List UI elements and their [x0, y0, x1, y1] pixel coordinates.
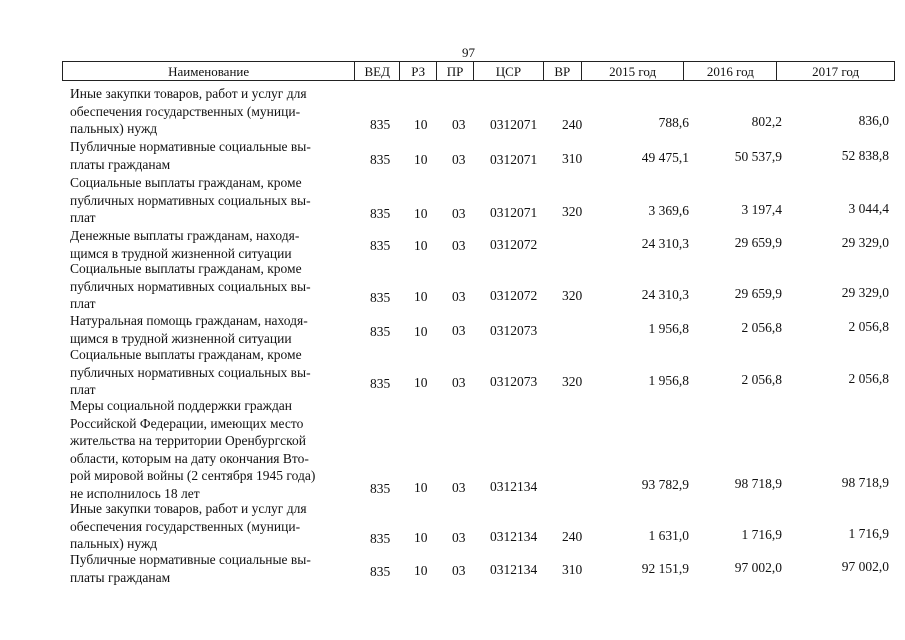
cell-csr: 0312134	[490, 562, 538, 577]
cell-csr: 0312071	[490, 205, 538, 220]
cell-pr: 03	[452, 117, 466, 132]
cell-ved: 835	[370, 238, 391, 253]
row-name-line: платы гражданам	[70, 156, 171, 172]
cell-csr: 0312071	[490, 152, 538, 167]
row-name-line: плат	[70, 210, 96, 226]
cell-ved: 835	[370, 117, 391, 132]
cell-2017: 3 044,4	[848, 201, 889, 216]
cell-2017: 52 838,8	[841, 148, 889, 163]
row-name-line: пальных) нужд	[70, 536, 158, 552]
cell-2015: 24 310,3	[641, 287, 689, 302]
cell-ved: 835	[370, 206, 391, 221]
cell-2016: 2 056,8	[741, 320, 782, 335]
cell-pr: 03	[452, 530, 466, 545]
cell-csr: 0312073	[490, 323, 538, 338]
cell-vr: 320	[562, 374, 583, 389]
cell-rz: 10	[414, 375, 428, 390]
cell-2015: 1 956,8	[648, 373, 689, 388]
cell-2016: 98 718,9	[734, 476, 782, 491]
page-number: 97	[462, 45, 475, 60]
row-name-line: плат	[70, 296, 96, 312]
header-2016: 2016 год	[684, 62, 777, 80]
row-name-line: не исполнилось 18 лет	[70, 485, 200, 501]
cell-2015: 92 151,9	[641, 561, 689, 576]
row-name-line: Натуральная помощь гражданам, находя-	[70, 313, 308, 328]
cell-vr: 320	[562, 288, 583, 303]
cell-vr: 310	[562, 562, 583, 577]
row-name-line: Социальные выплаты гражданам, кроме	[70, 347, 302, 362]
header-pr: ПР	[437, 62, 474, 80]
cell-2016: 3 197,4	[741, 202, 782, 217]
cell-2015: 3 369,6	[648, 203, 689, 218]
row-name-line: жительства на территории Оренбургской	[70, 433, 306, 449]
cell-2016: 29 659,9	[734, 286, 782, 301]
cell-2015: 1 631,0	[648, 528, 689, 543]
cell-ved: 835	[370, 564, 391, 579]
cell-2017: 98 718,9	[841, 475, 889, 490]
cell-csr: 0312071	[490, 117, 538, 132]
cell-2015: 1 956,8	[648, 321, 689, 336]
cell-csr: 0312073	[490, 374, 538, 389]
cell-ved: 835	[370, 481, 391, 496]
cell-csr: 0312072	[490, 288, 538, 303]
row-name-line: Иные закупки товаров, работ и услуг для	[70, 86, 307, 101]
cell-2017: 836,0	[858, 113, 889, 128]
cell-csr: 0312134	[490, 529, 538, 544]
cell-pr: 03	[452, 323, 466, 338]
row-name-line: Публичные нормативные социальные вы-	[70, 552, 311, 567]
cell-2017: 29 329,0	[841, 235, 889, 250]
row-name-line: Публичные нормативные социальные вы-	[70, 139, 311, 154]
row-name-line: области, которым на дату окончания Вто-	[70, 450, 309, 466]
cell-pr: 03	[452, 206, 466, 221]
row-name	[70, 312, 360, 347]
row-name-line: Денежные выплаты гражданам, находя-	[70, 228, 300, 243]
cell-vr: 240	[562, 529, 583, 544]
cell-2017: 2 056,8	[848, 319, 889, 334]
cell-rz: 10	[414, 480, 428, 495]
cell-2016: 97 002,0	[734, 560, 782, 575]
row-name-line: Российской Федерации, имеющих место	[70, 415, 304, 431]
header-2017: 2017 год	[812, 64, 860, 79]
header-ved: ВЕД	[355, 62, 400, 80]
cell-ved: 835	[370, 324, 391, 339]
cell-rz: 10	[414, 206, 428, 221]
cell-2015: 93 782,9	[641, 477, 689, 492]
cell-pr: 03	[452, 375, 466, 390]
cell-rz: 10	[414, 152, 428, 167]
cell-2017: 29 329,0	[841, 285, 889, 300]
row-name-line: щимся в трудной жизненной ситуации	[70, 245, 292, 261]
cell-pr: 03	[452, 238, 466, 253]
row-name-line: Социальные выплаты гражданам, кроме	[70, 261, 302, 276]
cell-ved: 835	[370, 531, 391, 546]
row-name-line: обеспечения государственных (муници-	[70, 103, 301, 119]
cell-rz: 10	[414, 238, 428, 253]
cell-pr: 03	[452, 289, 466, 304]
row-name	[70, 346, 360, 399]
header-vr: ВР	[544, 62, 582, 80]
header-csr: ЦСР	[474, 62, 544, 80]
cell-vr: 240	[562, 117, 583, 132]
row-name	[70, 174, 360, 227]
cell-rz: 10	[414, 117, 428, 132]
cell-rz: 10	[414, 563, 428, 578]
row-name	[70, 551, 360, 586]
cell-ved: 835	[370, 376, 391, 391]
header-name: Наименование	[63, 62, 355, 80]
row-name	[70, 260, 360, 313]
row-name-line: публичных нормативных социальных вы-	[70, 278, 311, 294]
cell-2017: 97 002,0	[841, 559, 889, 574]
cell-ved: 835	[370, 290, 391, 305]
cell-vr: 320	[562, 204, 583, 219]
row-name-line: публичных нормативных социальных вы-	[70, 364, 311, 380]
cell-vr: 310	[562, 151, 583, 166]
cell-2016: 1 716,9	[741, 527, 782, 542]
cell-csr: 0312072	[490, 237, 538, 252]
row-name	[70, 85, 360, 138]
cell-2016: 2 056,8	[741, 372, 782, 387]
cell-pr: 03	[452, 563, 466, 578]
header-rz: РЗ	[400, 62, 437, 80]
row-name	[70, 500, 360, 553]
cell-2017: 2 056,8	[848, 371, 889, 386]
cell-2015: 49 475,1	[641, 150, 689, 165]
row-name	[70, 138, 360, 173]
cell-2016: 802,2	[751, 114, 782, 129]
row-name	[70, 397, 360, 503]
row-name-line: Социальные выплаты гражданам, кроме	[70, 175, 302, 190]
cell-rz: 10	[414, 324, 428, 339]
row-name-line: плат	[70, 382, 96, 398]
cell-rz: 10	[414, 289, 428, 304]
row-name	[70, 227, 360, 262]
row-name-line: пальных) нужд	[70, 121, 158, 137]
row-name-line: рой мировой войны (2 сентября 1945 года)	[70, 468, 316, 484]
row-name-line: щимся в трудной жизненной ситуации	[70, 330, 292, 346]
row-name-line: Меры социальной поддержки граждан	[70, 398, 293, 413]
cell-2017: 1 716,9	[848, 526, 889, 541]
cell-2015: 24 310,3	[641, 236, 689, 251]
row-name-line: обеспечения государственных (муници-	[70, 518, 301, 534]
cell-ved: 835	[370, 152, 391, 167]
cell-pr: 03	[452, 480, 466, 495]
cell-2015: 788,6	[658, 115, 689, 130]
header-2015: 2015 год	[582, 62, 685, 80]
cell-2016: 50 537,9	[734, 149, 782, 164]
row-name-line: публичных нормативных социальных вы-	[70, 192, 311, 208]
row-name-line: платы гражданам	[70, 569, 171, 585]
cell-rz: 10	[414, 530, 428, 545]
row-name-line: Иные закупки товаров, работ и услуг для	[70, 501, 307, 516]
cell-csr: 0312134	[490, 479, 538, 494]
cell-2016: 29 659,9	[734, 235, 782, 250]
cell-pr: 03	[452, 152, 466, 167]
